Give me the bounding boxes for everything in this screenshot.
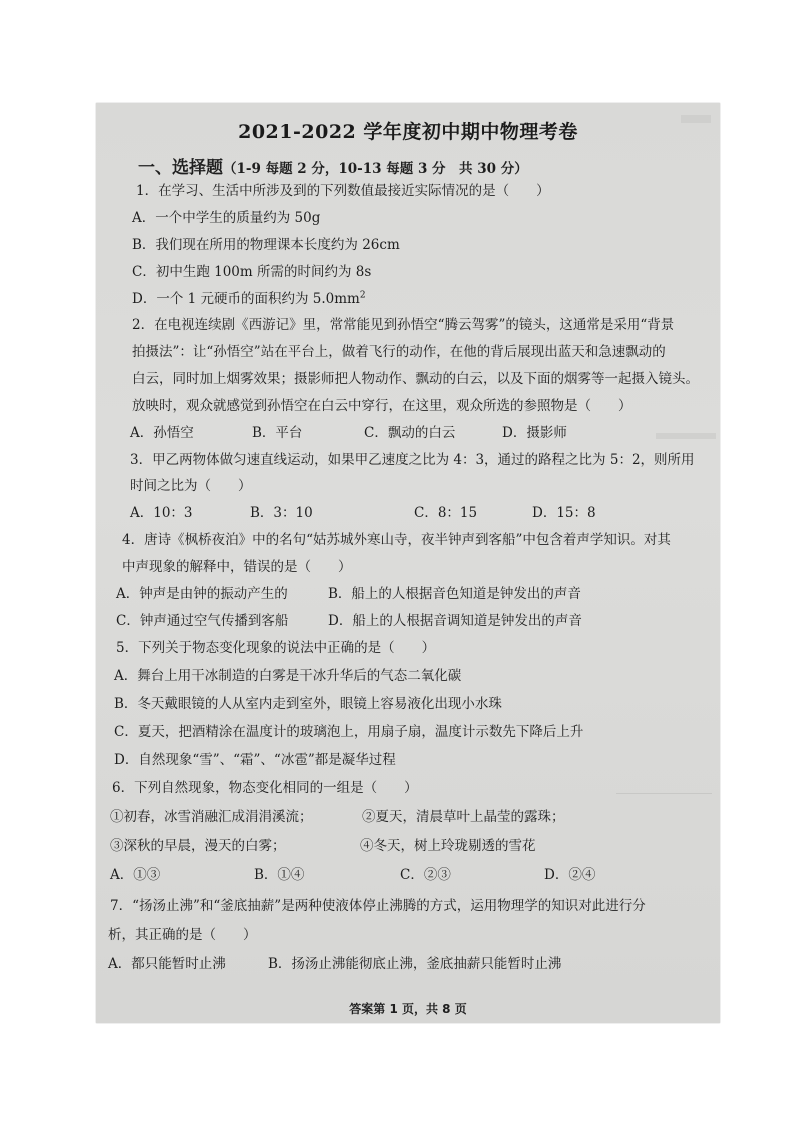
q4-option-a: A．钟声是由钟的振动产生的: [116, 586, 288, 602]
q3-option-c: C．8：15: [414, 505, 478, 521]
q6-statement-3: ③深秋的早晨，漫天的白雾；: [110, 838, 286, 854]
q2-option-c: C．飘动的白云: [364, 425, 456, 441]
q7-line-1: 7．“扬汤止沸”和“釜底抽薪”是两种使液体停止沸腾的方式，运用物理学的知识对此进行分: [110, 898, 646, 914]
q5-option-b: B．冬天戴眼镜的人从室内走到室外，眼镜上容易液化出现小水珠: [114, 696, 502, 712]
q2-line-4: 放映时，观众就感觉到孙悟空在白云中穿行，在这里，观众所选的参照物是（ ）: [132, 398, 632, 414]
q5-option-c: C．夏天，把酒精涂在温度计的玻璃泡上，用扇子扇，温度计示数先下降后上升: [114, 724, 584, 740]
section-heading: [138, 153, 528, 178]
section-title: 一、选择题: [138, 158, 223, 178]
q5-option-d: D．自然现象“雪”、“霜”、“冰雹”都是凝华过程: [114, 752, 396, 768]
q3-option-b: B．3：10: [250, 505, 313, 521]
q4-option-d: D．船上的人根据音调知道是钟发出的声音: [328, 613, 582, 629]
bleed-through-mark: [656, 433, 716, 439]
q1-option-d-text: D．一个 1 元硬币的面积约为 5.0mm: [132, 291, 360, 307]
q6-statement-4: ④冬天，树上玲珑剔透的雪花: [360, 838, 536, 854]
q2-option-b: B．平台: [252, 425, 303, 441]
q5-stem: 5．下列关于物态变化现象的说法中正确的是（ ）: [116, 640, 436, 656]
q7-option-b: B．扬汤止沸能彻底止沸，釜底抽薪只能暂时止沸: [268, 956, 562, 972]
q3-line-2: 时间之比为（ ）: [130, 478, 252, 494]
q6-option-a: A．①③: [110, 867, 161, 883]
q2-option-a: A．孙悟空: [130, 425, 194, 441]
q6-option-c: C．②③: [400, 867, 451, 883]
q3-option-a: A．10：3: [130, 505, 193, 521]
q1-option-a: A．一个中学生的质量约为 50g: [132, 210, 321, 226]
q1-option-d: [132, 287, 366, 307]
q6-stem: 6．下列自然现象，物态变化相同的一组是（ ）: [112, 780, 418, 796]
q1-option-b: B．我们现在所用的物理课本长度约为 26cm: [132, 237, 400, 253]
page-footer: 答案第 1 页，共 8 页: [349, 1002, 467, 1016]
q4-option-b: B．船上的人根据音色知道是钟发出的声音: [328, 586, 581, 602]
exam-title: 2021-2022 学年度初中期中物理考卷: [238, 121, 578, 143]
q2-line-3: 白云，同时加上烟雾效果；摄影师把人物动作、飘动的白云，以及下面的烟雾等一起摄入镜头。: [132, 371, 699, 387]
q6-option-b: B．①④: [254, 867, 305, 883]
q7-option-a: A．都只能暂时止沸: [108, 956, 226, 972]
q2-option-d: D．摄影师: [502, 425, 567, 441]
q7-line-2: 析，其正确的是（ ）: [108, 927, 257, 943]
q6-statement-2: ②夏天，清晨草叶上晶莹的露珠；: [362, 809, 565, 825]
bleed-through-mark: [616, 793, 712, 834]
q1-stem: 1．在学习、生活中所涉及到的下列数值最接近实际情况的是（ ）: [136, 183, 550, 199]
q4-line-1: 4．唐诗《枫桥夜泊》中的名句“姑苏城外寒山寺，夜半钟声到客船”中包含着声学知识。对其: [122, 532, 671, 548]
exam-paper: [96, 103, 720, 1023]
q2-line-1: 2．在电视连续剧《西游记》里，常常能见到孙悟空“腾云驾雾”的镜头，这通常是采用“背景: [132, 317, 675, 333]
q1-option-d-exponent: 2: [359, 290, 366, 301]
q3-option-d: D．15：8: [532, 505, 596, 521]
q3-line-1: 3．甲乙两物体做匀速直线运动，如果甲乙速度之比为 4：3，通过的路程之比为 5：2，则所用: [130, 452, 695, 468]
q4-line-2: 中声现象的解释中，错误的是（ ）: [122, 559, 352, 575]
q4-option-c: C．钟声通过空气传播到客船: [116, 613, 289, 629]
section-note: （1-9 每题 2 分，10-13 每题 3 分 共 30 分）: [223, 161, 528, 177]
q2-line-2: 拍摄法”：让“孙悟空”站在平台上，做着飞行的动作，在他的背后展现出蓝天和急速飘动的: [132, 344, 666, 360]
q1-option-c: C．初中生跑 100m 所需的时间约为 8s: [132, 264, 372, 280]
q6-option-d: D．②④: [544, 867, 596, 883]
q6-statement-1: ①初春，冰雪消融汇成涓涓溪流；: [110, 809, 313, 825]
q5-option-a: A．舞台上用干冰制造的白雾是干冰升华后的气态二氧化碳: [114, 668, 462, 684]
